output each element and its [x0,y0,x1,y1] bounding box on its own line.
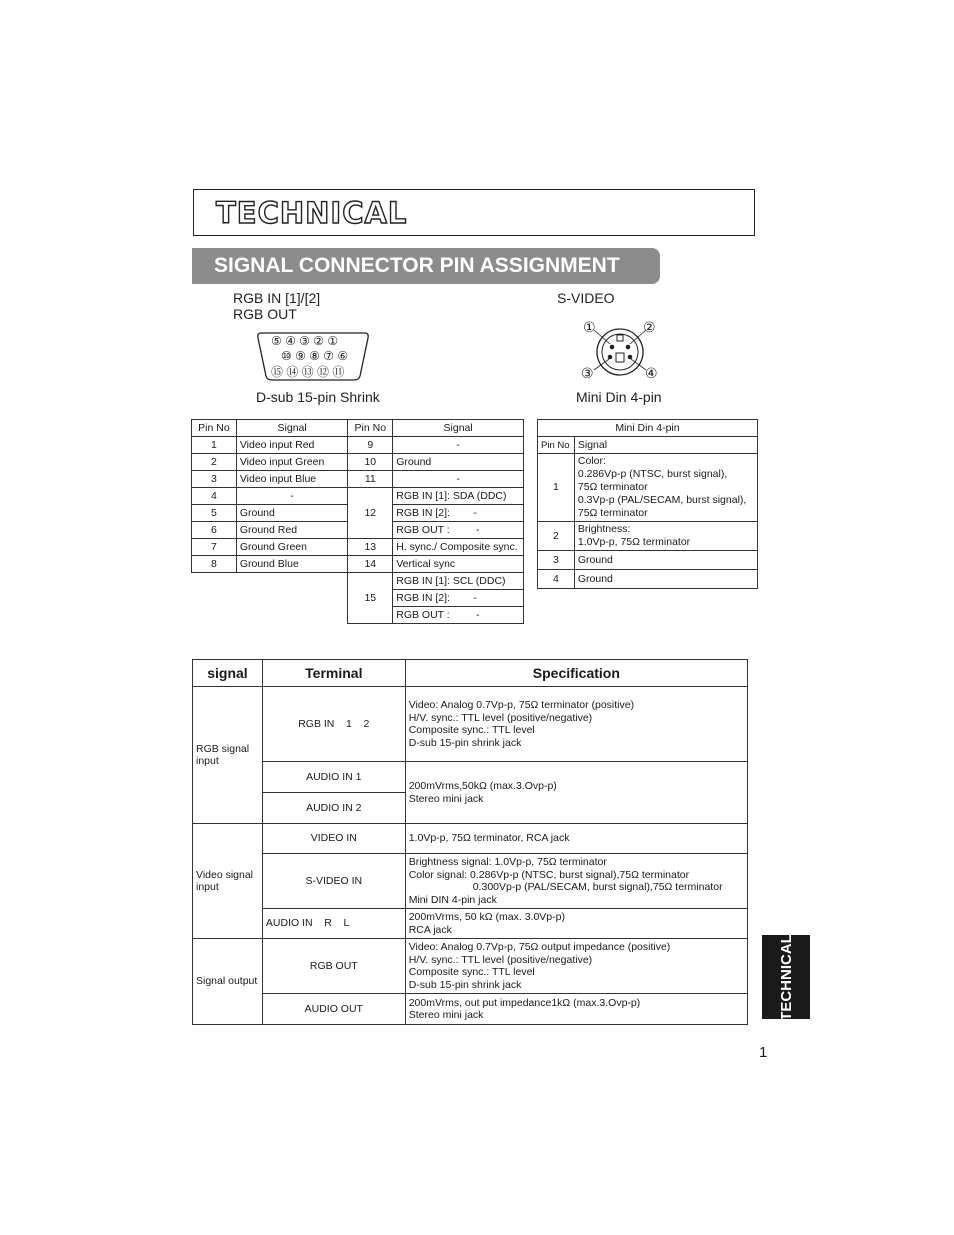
pin-number: 2 [538,522,575,551]
table-row [193,824,748,854]
table-title-row [538,420,758,437]
signal-line: Brightness: [577,523,631,535]
spec-line: 200mVrms,50kΩ (max.3.Ovp-p) [408,780,557,792]
table-row [193,909,748,939]
pin-signal: Video input Red [236,437,348,454]
pin-signal: Ground Blue [236,556,348,573]
section-title: SIGNAL CONNECTOR PIN ASSIGNMENT [214,254,620,277]
pin-signal: Ground [236,505,348,522]
section-heading-bar [192,248,660,284]
table-row [538,570,758,589]
signal-line: 0.3Vp-p (PAL/SECAM, burst signal), [577,494,747,506]
pin-signal: Ground [574,570,757,589]
spec-audio-in-rl [405,909,747,939]
header-pin-no: Pin No [538,437,575,454]
pin-signal: Video input Green [236,454,348,471]
table-header-row [538,437,758,454]
header-signal: Signal [574,437,757,454]
svideo-pin3-label: ③ [581,365,594,381]
pin-signal: RGB OUT : - [393,607,524,624]
pin-number: 5 [192,505,237,522]
spec-video-in: 1.0Vp-p, 75Ω terminator, RCA jack [405,824,747,854]
terminal-audio-out: AUDIO OUT [262,994,405,1025]
pin-number: 8 [192,556,237,573]
spec-line: RCA jack [408,923,452,936]
svideo-connector-diagram [580,318,660,382]
pin-number: 3 [538,551,575,570]
svideo-pin2-label: ② [643,319,656,335]
dsub-pin-row-2: ⑩ ⑨ ⑧ ⑦ ⑥ [281,349,349,363]
header-title-box [193,189,755,236]
terminal-s-video-in: S-VIDEO IN [262,854,405,909]
table-row [192,437,524,454]
pin-number: 14 [348,556,393,573]
spec-line: Brightness signal: 1.0Vp-p, 75Ω terminator [408,856,607,868]
table-row [192,573,524,590]
dsub-pin-row-3: ⑮ ⑭ ⑬ ⑫ ⑪ [271,365,345,379]
header-pin-no: Pin No [192,420,237,437]
spec-line: Composite sync.: TTL level [408,724,535,736]
rgb-label-line2: RGB OUT [233,306,297,322]
spec-line: Video: Analog 0.7Vp-p, 75Ω output impedance (positive) [408,941,671,953]
pin-number: 13 [348,539,393,556]
header-signal: signal [193,660,263,687]
spec-line: D-sub 15-pin shrink jack [408,978,522,991]
pin-number: 7 [192,539,237,556]
signal-line: 1.0Vp-p, 75Ω terminator [577,536,691,548]
spec-line: Mini DIN 4-pin jack [408,893,497,906]
pin-signal: - [393,471,524,488]
group-video-signal-input: Video signal input [193,824,263,939]
spec-line: 200mVrms, out put impedance1kΩ (max.3.Ovp-p) [408,996,641,1009]
pin-signal: RGB IN [1]: SDA (DDC) [393,488,524,505]
pin-signal: Ground [574,551,757,570]
svideo-caption: Mini Din 4-pin [576,389,662,405]
page-number: 1 [759,1044,768,1061]
pin-signal: Vertical sync [393,556,524,573]
spec-line: H/V. sync.: TTL level (positive/negative) [408,711,593,724]
pin-signal [574,454,757,522]
table-row [192,471,524,488]
pin-number: 1 [538,454,575,522]
mini-din-pin-table [537,419,758,589]
table-header-row [193,660,748,687]
spec-rgb-out [405,939,747,994]
spec-line: 200mVrms, 50 kΩ (max. 3.0Vp-p) [408,911,565,923]
table-row [192,556,524,573]
spec-s-video-in [405,854,747,909]
spec-line: 0.300Vp-p (PAL/SECAM, burst signal),75Ω terminator [472,881,723,893]
header-pin-no-2: Pin No [348,420,393,437]
group-rgb-signal-input: RGB signal input [193,687,263,824]
spec-table [192,659,748,1025]
table-row [193,994,748,1025]
spec-line: D-sub 15-pin shrink jack [408,736,522,749]
pin-number: 9 [348,437,393,454]
side-tab-label: TECHNICAL [777,933,795,1021]
spec-line: Video: Analog 0.7Vp-p, 75Ω terminator (positive) [408,699,635,711]
pin-signal: Video input Blue [236,471,348,488]
pin-number: 4 [538,570,575,589]
pin-number: 4 [192,488,237,505]
svideo-pin4-label: ④ [645,365,658,381]
header-specification: Specification [405,660,747,687]
terminal-rgb-in: RGB IN 1 2 [262,687,405,762]
spec-rgb-in [405,687,747,762]
terminal-audio-in-rl: AUDIO IN R L [262,909,405,939]
page-title: TECHNICAL [216,196,408,230]
spec-line: Stereo mini jack [408,1009,484,1021]
pin-number: 2 [192,454,237,471]
pin-signal: RGB IN [1]: SCL (DDC) [393,573,524,590]
terminal-audio-in-2: AUDIO IN 2 [262,793,405,824]
table-row [193,687,748,762]
header-terminal: Terminal [262,660,405,687]
table-row [192,488,524,505]
pin-signal: - [393,437,524,454]
pin-number: 11 [348,471,393,488]
spec-line: Color signal: 0.286Vp-p (NTSC, burst signal),75Ω terminator [408,868,690,881]
signal-line: 75Ω terminator [577,507,648,519]
pin-signal: RGB IN [2]: - [393,505,524,522]
table-row [538,454,758,522]
pin-number: 15 [348,573,393,624]
dsub-caption: D-sub 15-pin Shrink [256,389,380,405]
pin-signal: Ground Red [236,522,348,539]
header-signal-2: Signal [393,420,524,437]
rgb-label-line1: RGB IN [1]/[2] [233,290,321,306]
pin-number: 12 [348,488,393,539]
side-section-tab [762,935,810,1019]
pin-signal [574,522,757,551]
pin-signal: RGB OUT : - [393,522,524,539]
pin-signal: H. sync./ Composite sync. [393,539,524,556]
terminal-rgb-out: RGB OUT [262,939,405,994]
table-row [193,939,748,994]
signal-line: Color: [577,455,606,467]
table-row [192,454,524,471]
svideo-label: S-VIDEO [557,290,615,306]
table-row [193,854,748,909]
header-signal: Signal [236,420,348,437]
side-tab-label-wrap [762,935,810,1019]
signal-line: 0.286Vp-p (NTSC, burst signal), [577,468,728,480]
dsub-connector-diagram [255,330,371,382]
dsub-pin-row-1: ⑤ ④ ③ ② ① [271,334,339,348]
svideo-pin1-label: ① [583,319,596,335]
pin-signal: - [236,488,348,505]
pin-number: 1 [192,437,237,454]
spec-audio-out [405,994,747,1025]
spec-line: H/V. sync.: TTL level (positive/negative) [408,953,593,966]
group-signal-output: Signal output [193,939,263,1025]
spec-line: Stereo mini jack [408,792,484,805]
pin-signal: Ground [393,454,524,471]
pin-number: 3 [192,471,237,488]
terminal-video-in: VIDEO IN [262,824,405,854]
mini-din-table-title: Mini Din 4-pin [538,420,758,437]
table-row [193,762,748,793]
table-row [538,522,758,551]
pin-signal: RGB IN [2]: - [393,590,524,607]
table-row [538,551,758,570]
spec-line: Composite sync.: TTL level [408,966,535,978]
pin-number: 6 [192,522,237,539]
terminal-audio-in-1: AUDIO IN 1 [262,762,405,793]
pin-number: 10 [348,454,393,471]
pin-signal: Ground Green [236,539,348,556]
table-row [192,539,524,556]
table-header-row [192,420,524,437]
signal-line: 75Ω terminator [577,481,648,493]
spec-audio-in [405,762,747,824]
dsub-pin-table [191,419,524,624]
